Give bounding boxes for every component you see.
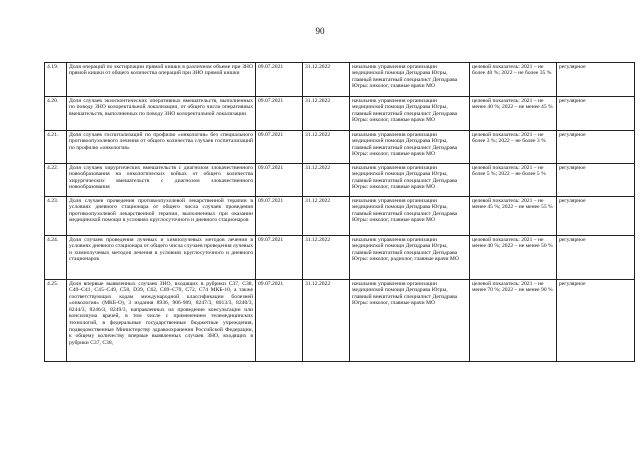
row-number: 4.21.	[45, 131, 67, 164]
start-date: 09.07.2021	[256, 97, 303, 131]
target-indicator: целевой показатель: 2021 – не менее 70 %; 2022 – не менее 90 %	[470, 280, 557, 362]
table-row	[45, 131, 635, 164]
start-date: 09.07.2021	[256, 63, 303, 97]
start-date: 09.07.2021	[256, 131, 303, 164]
measure-name: Доля случаев хирургических вмешательств с диагнозом злокачественного новообразования на онкологических койках от общего количества хирургических вмешательств с диагнозом злокачественного новообразования	[67, 164, 256, 197]
end-date: 31.12.2022	[303, 236, 350, 280]
row-number: 4.20.	[45, 97, 67, 131]
table-row	[45, 97, 635, 131]
target-indicator: целевой показатель: 2021 – не менее 40 %; 2022 – не менее 50 %	[470, 236, 557, 280]
responsible-persons: начальник управления организации медицинской помощи Депздрава Югры, главный внештатный специалист Депздрава Югры: онколог, главные врачи МО	[350, 97, 470, 131]
table-row	[45, 280, 635, 362]
table-row	[45, 236, 635, 280]
responsible-persons: начальник управления организации медицинской помощи Депздрава Югры, главный внештатный специалист Депздрава Югры: онколог, главные врачи МО	[350, 63, 470, 97]
target-indicator: целевой показатель: 2021 – не менее 45 %; 2022 – не менее 55 %	[470, 197, 557, 236]
row-number: 4.19.	[45, 63, 67, 97]
responsible-persons: начальник управления организации медицинской помощи Депздрава Югры, главный внештатный специалист Депздрава Югры: онколог, радиолог, главные врачи МО	[350, 236, 470, 280]
responsible-persons: начальник управления организации медицинской помощи Депздрава Югры, главный внештатный специалист Депздрава Югры: онколог, главные врачи МО	[350, 131, 470, 164]
table-row	[45, 164, 635, 197]
responsible-persons: начальник управления организации медицинской помощи Депздрава Югры, главный внештатный специалист Депздрава Югры: онколог, главные врачи МО	[350, 164, 470, 197]
target-indicator: целевой показатель: 2021 – не менее 40 %; 2022 – не менее 45 %	[470, 97, 557, 131]
start-date: 09.07.2021	[256, 280, 303, 362]
periodicity: регулярное	[557, 197, 635, 236]
target-indicator: целевой показатель: 2021 – не более 5 %; 2022 – не более 5 %	[470, 164, 557, 197]
measure-name: Доля случаев проведения лучевых и химиолучевых методов лечения в условиях дневного стационара от общего числа случаев проведения лучевых и химиолучевых методов лечения в условиях круглосуточного и дневного стационаров	[67, 236, 256, 280]
start-date: 09.07.2021	[256, 236, 303, 280]
start-date: 09.07.2021	[256, 197, 303, 236]
responsible-persons: начальник управления организации медицинской помощи Депздрава Югры, главный внештатный специалист Депздрава Югры: онколог, главные врачи МО	[350, 197, 470, 236]
end-date: 31.12.2022	[303, 63, 350, 97]
row-number: 4.25.	[45, 280, 67, 362]
measure-name: Доля операций по экстирпации прямой кишки в различном объеме при ЗНО прямой кишки от общего количества операций при ЗНО прямой кишки	[67, 63, 256, 97]
periodicity: регулярное	[557, 236, 635, 280]
responsible-persons: начальник управления организации медицинской помощи Депздрава Югры, главный внештатный специалист Депздрава Югры: онколог, главные врачи МО	[350, 280, 470, 362]
periodicity: регулярное	[557, 63, 635, 97]
row-number: 4.23.	[45, 197, 67, 236]
end-date: 31.12.2022	[303, 280, 350, 362]
end-date: 31.12.2022	[303, 131, 350, 164]
measure-name: Доля случаев экзосконтических оперативных вмешательств, выполненных по поводу ЗНО колоректальной локализации, от общего числа оперативных вмешательств, выполненных по поводу ЗНО колоректальной локализации	[67, 97, 256, 131]
measures-table	[44, 62, 635, 362]
measure-name: Доля случаев проведения противоопухолевой лекарственной терапии в условиях дневного стационара от общего числа случаев проведения противоопухолевой лекарственной терапии, выполненных при оказании медицинской помощи в условиях круглосуточного и дневного стационаров	[67, 197, 256, 236]
measure-name: Доля случаев госпитализаций по профилю «онкология» без специального противоопухолевого лечения от общего количества случаев госпитализаций по профилю «онкология»	[67, 131, 256, 164]
periodicity: регулярное	[557, 131, 635, 164]
measure-name: Доля впервые выявленных случаев ЗНО, входящих в рубрики С37, С38, С40–С41, С45–С49, С58, D39, С62, С69–С70, С72, С74 МКБ-10, а также соответствующих кодам международной классификации болезней «онкология» (МКБ-О), 3 издания 8936, 906-909, 8247/3, 8013/3, 8240/3, 8244/3, 8246/3, 8249/3, направленных на проведение консультации или консилиума врачей, в том числе с применением телемедицинских технологий, в федеральные государственные бюджетные учреждения, подведомственные Министерству здравоохранения Российской Федерации, к общему количеству впервые выявленных случаев ЗНО, входящих в рубрики С37, С38,	[67, 280, 256, 362]
row-number: 4.24.	[45, 236, 67, 280]
start-date: 09.07.2021	[256, 164, 303, 197]
end-date: 31.12.2022	[303, 197, 350, 236]
table-row	[45, 197, 635, 236]
end-date: 31.12.2022	[303, 97, 350, 131]
periodicity: регулярное	[557, 280, 635, 362]
page-number: 90	[315, 26, 325, 36]
periodicity: регулярное	[557, 97, 635, 131]
row-number: 4.22.	[45, 164, 67, 197]
end-date: 31.12.2022	[303, 164, 350, 197]
target-indicator: целевой показатель: 2021 – не более 3 %; 2022 – не более 3 %	[470, 131, 557, 164]
target-indicator: целевой показатель: 2021 – не более 40 %; 2022 – не более 35 %	[470, 63, 557, 97]
periodicity: регулярное	[557, 164, 635, 197]
table-row	[45, 63, 635, 97]
